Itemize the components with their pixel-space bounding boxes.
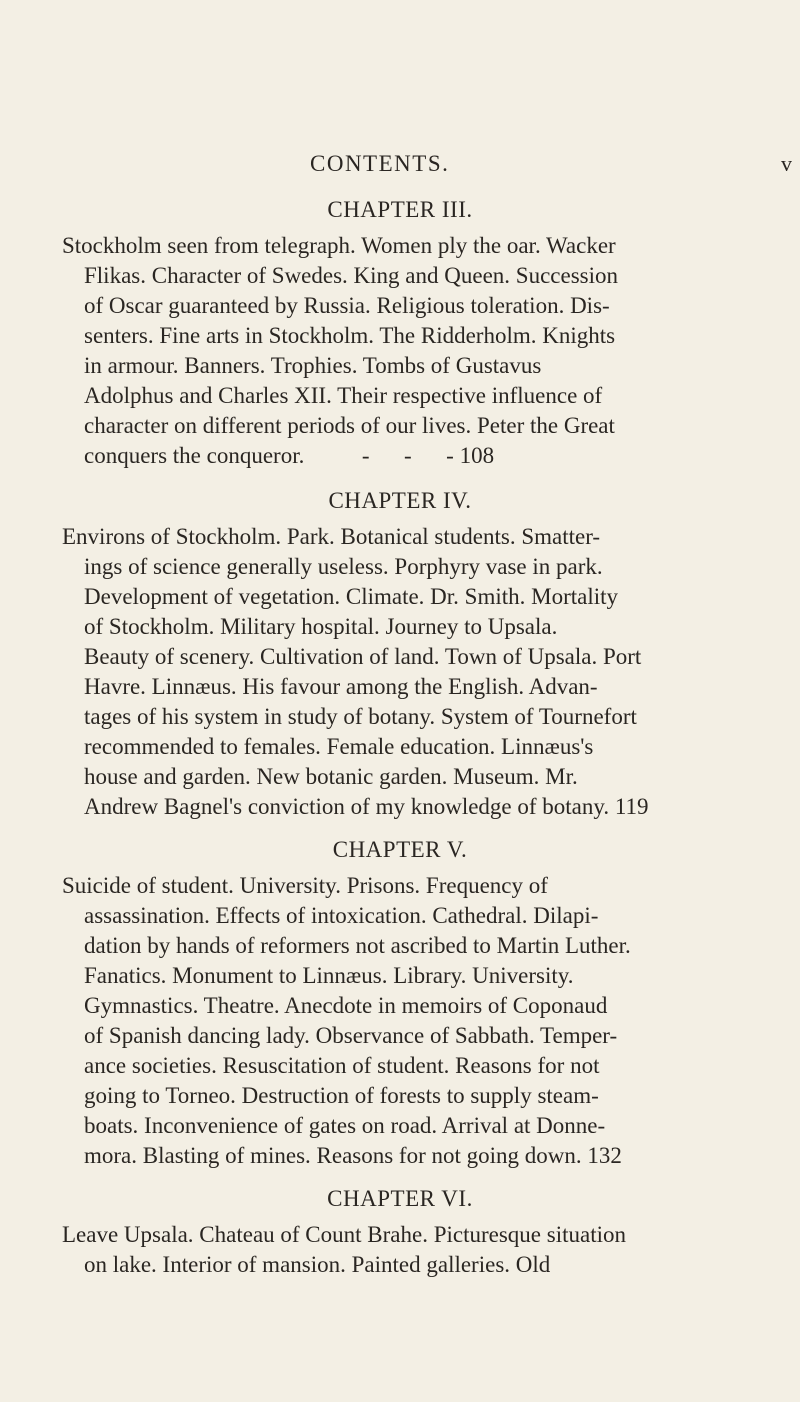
summary-line: of Spanish dancing lady. Observance of Sabbath. Temper- <box>84 1023 618 1048</box>
running-title: CONTENTS. <box>310 151 450 176</box>
summary-line: house and garden. New botanic garden. Museum. Mr. <box>84 764 578 789</box>
summary-line: conquers the conqueror. - - - 108 <box>84 443 495 468</box>
summary-line: Suicide of student. University. Prisons. Frequency of <box>62 873 548 898</box>
summary-line: on lake. Interior of mansion. Painted galleries. Old <box>84 1252 551 1277</box>
summary-line: Environs of Stockholm. Park. Botanical students. Smatter- <box>62 524 601 549</box>
summary-line: ance societies. Resuscitation of student. Reasons for not <box>84 1053 600 1078</box>
summary-line: Fanatics. Monument to Linnæus. Library. University. <box>84 963 574 988</box>
chapter-summary <box>0 871 800 1171</box>
summary-line: recommended to females. Female education. Linnæus's <box>84 734 594 759</box>
summary-line: assassination. Effects of intoxication. Cathedral. Dilapi- <box>84 903 599 928</box>
summary-line: boats. Inconvenience of gates on road. Arrival at Donne- <box>84 1113 606 1138</box>
chapter-heading: CHAPTER V. <box>332 837 468 862</box>
chapter-heading: CHAPTER VI. <box>327 1186 473 1211</box>
chapter-5 <box>0 837 800 1171</box>
summary-line: mora. Blasting of mines. Reasons for not going down. 132 <box>84 1143 622 1168</box>
summary-line: of Stockholm. Military hospital. Journey to Upsala. <box>84 614 558 639</box>
summary-line: of Oscar guaranteed by Russia. Religious toleration. Dis- <box>84 293 610 318</box>
chapter-heading: CHAPTER IV. <box>328 488 472 513</box>
summary-line: senters. Fine arts in Stockholm. The Ridderholm. Knights <box>84 323 616 348</box>
chapter-summary <box>0 1220 800 1280</box>
summary-line: Beauty of scenery. Cultivation of land. Town of Upsala. Port <box>84 644 642 669</box>
summary-line: Development of vegetation. Climate. Dr. Smith. Mortality <box>84 584 619 609</box>
summary-line: Leave Upsala. Chateau of Count Brahe. Picturesque situation <box>62 1222 626 1247</box>
chapter-summary <box>0 522 800 822</box>
summary-line: dation by hands of reformers not ascribed to Martin Luther. <box>84 933 631 958</box>
chapter-heading: CHAPTER III. <box>327 197 473 222</box>
summary-line: Andrew Bagnel's conviction of my knowledge of botany. 119 <box>84 794 649 819</box>
page-number: v <box>781 151 792 176</box>
summary-line: going to Torneo. Destruction of forests to supply steam- <box>84 1083 599 1108</box>
summary-line: Flikas. Character of Swedes. King and Queen. Succession <box>84 263 618 288</box>
summary-line: Havre. Linnæus. His favour among the English. Advan- <box>84 674 598 699</box>
summary-line: in armour. Banners. Trophies. Tombs of Gustavus <box>84 353 542 378</box>
chapter-summary <box>0 231 800 471</box>
summary-line: Stockholm seen from telegraph. Women ply the oar. Wacker <box>62 233 616 258</box>
summary-line: ings of science generally useless. Porphyry vase in park. <box>84 554 603 579</box>
chapter-6 <box>0 1186 800 1280</box>
chapter-3 <box>0 197 800 471</box>
running-head <box>0 151 800 179</box>
chapter-4 <box>0 488 800 822</box>
summary-line: tages of his system in study of botany. System of Tournefort <box>84 704 637 729</box>
summary-line: character on different periods of our lives. Peter the Great <box>84 413 615 438</box>
summary-line: Gymnastics. Theatre. Anecdote in memoirs of Coponaud <box>84 993 608 1018</box>
summary-line: Adolphus and Charles XII. Their respective influence of <box>84 383 603 408</box>
